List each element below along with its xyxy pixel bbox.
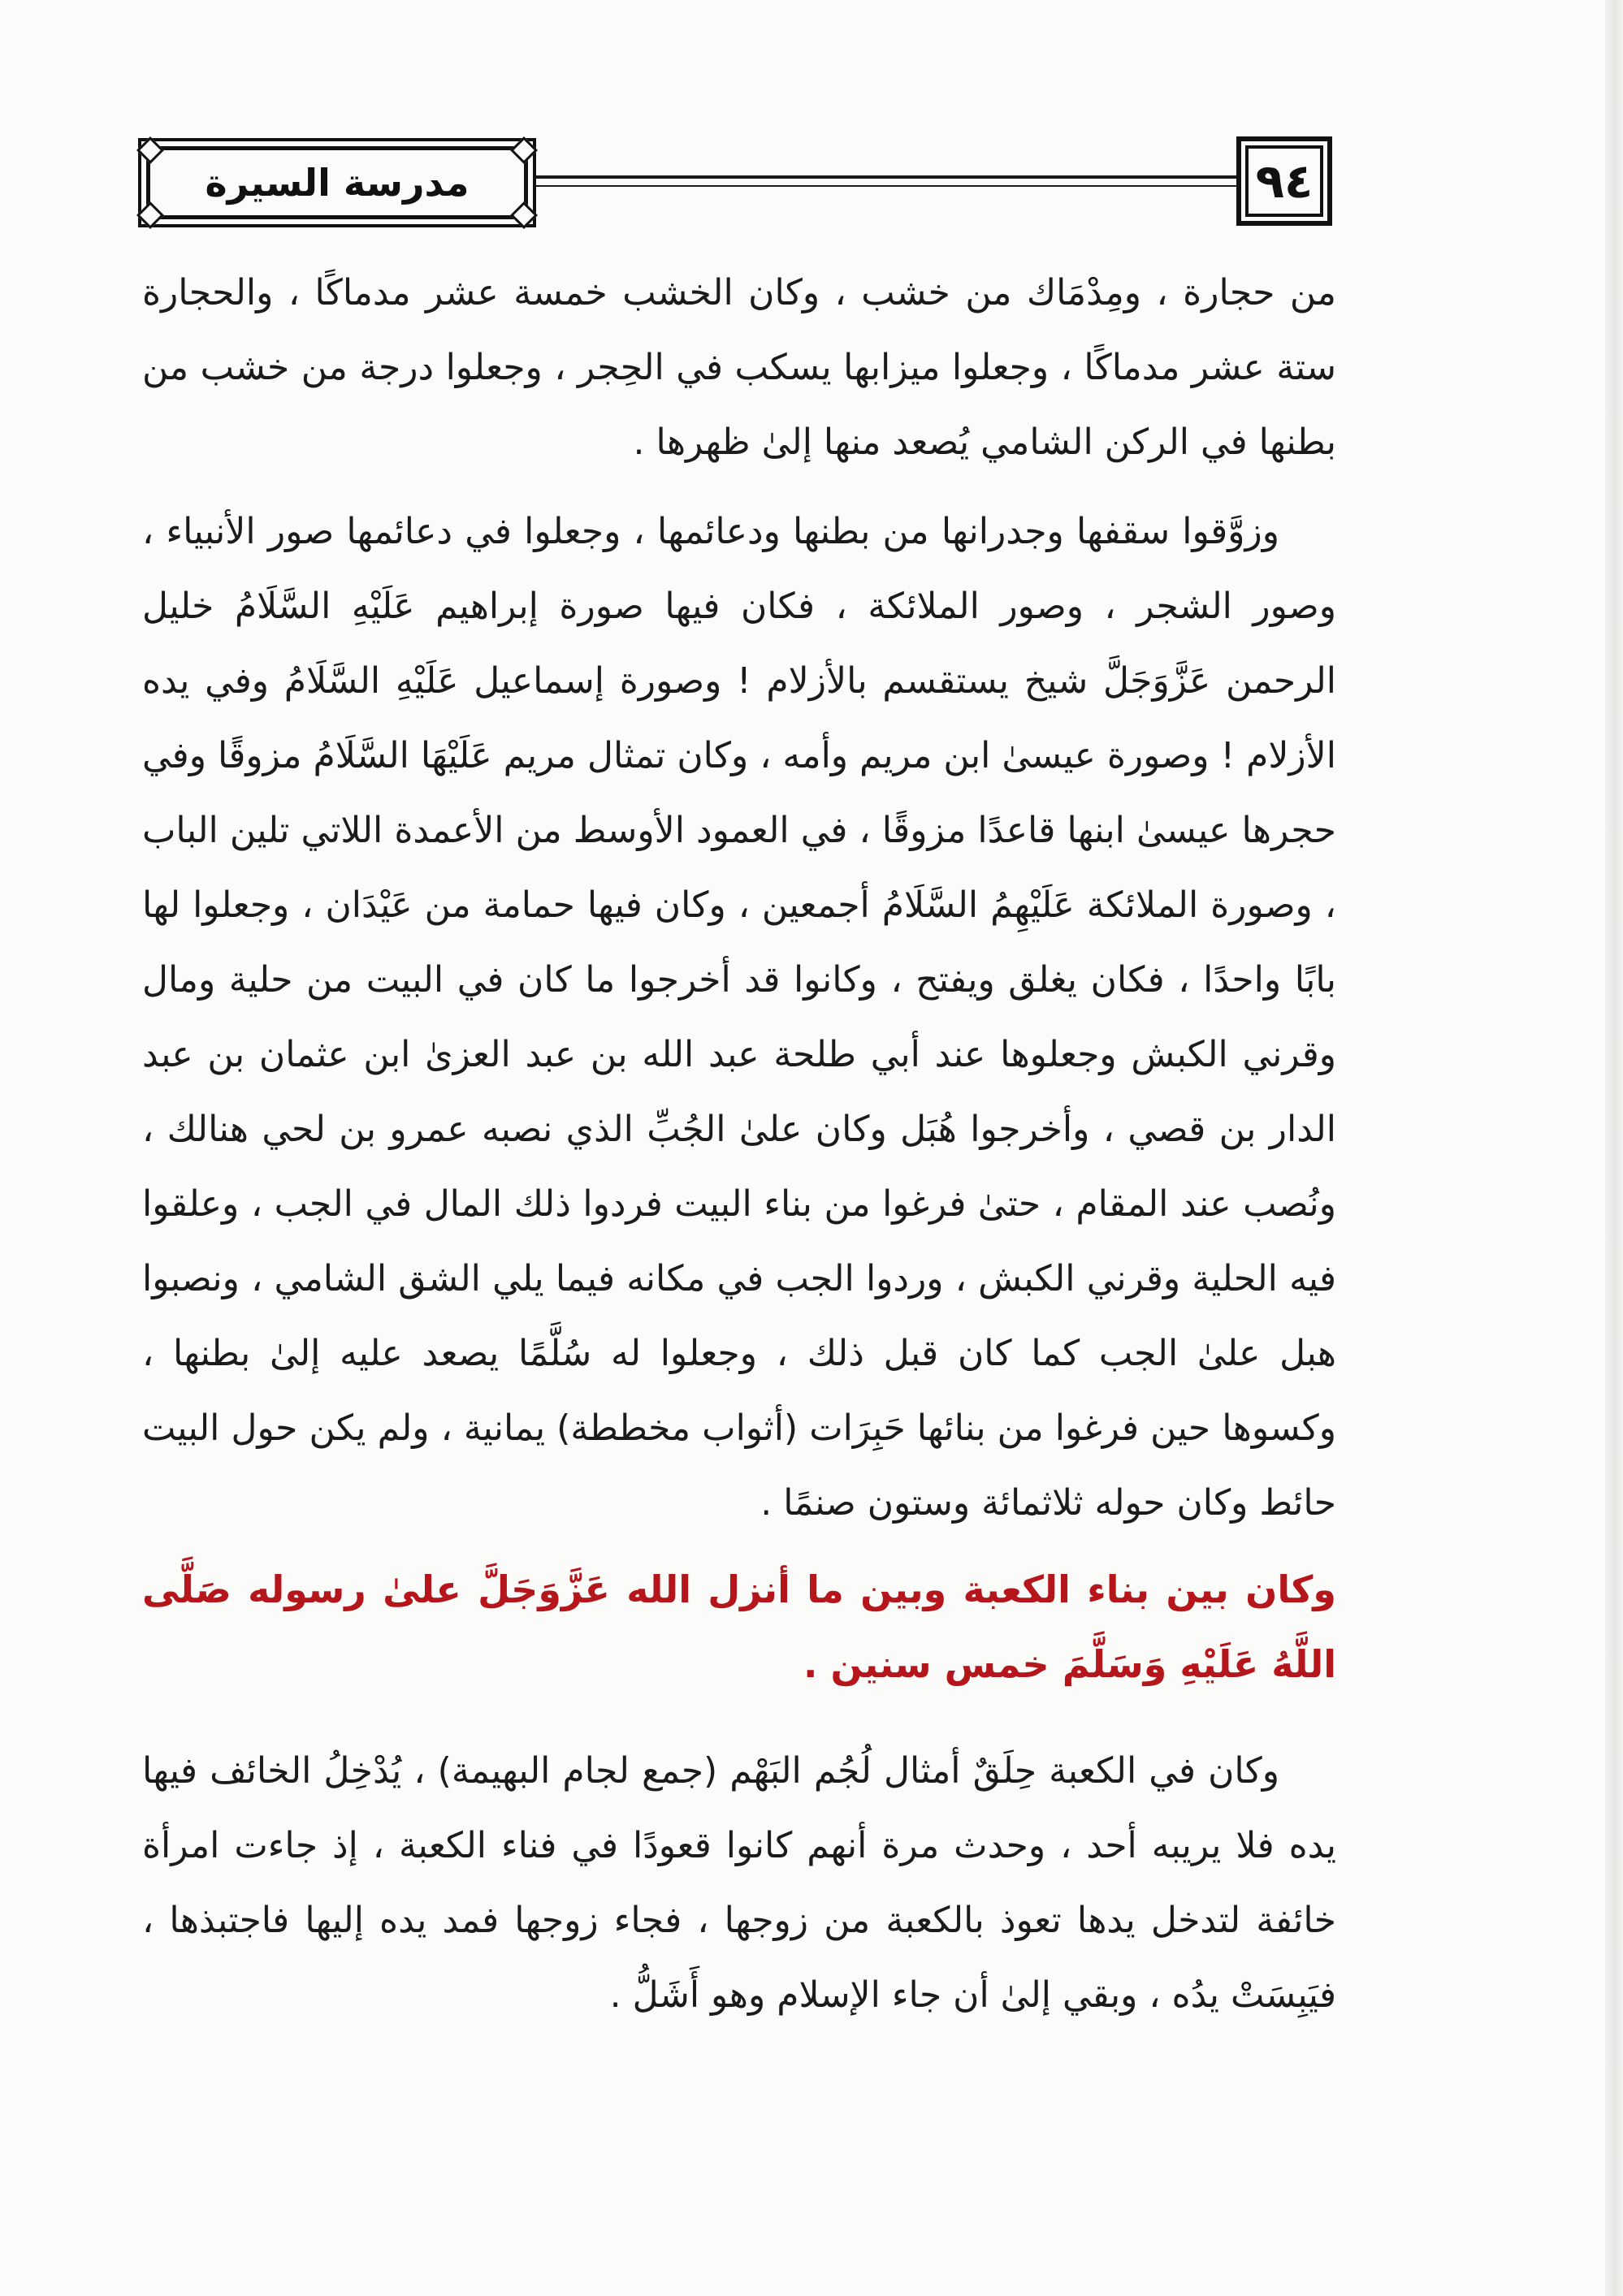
ornament-icon: [510, 201, 538, 229]
ornament-icon: [510, 136, 538, 164]
page-number-frame: [1236, 136, 1332, 226]
page-number: ٩٤: [1255, 153, 1314, 209]
paragraph: من حجارة ، ومِدْمَاك من خشب ، وكان الخشب خمسة عشر مدماكًا ، والحجارة ستة عشر مدماكًا ، وجعلوا ميزابها يسكب في الحِجر ، وجعلوا درجة من خشب من بطنها في الركن الشامي يُصعد منها إلىٰ ظهرها .: [142, 272, 1336, 463]
ornament-icon: [136, 136, 164, 164]
page-header: [146, 122, 1332, 240]
page-body: [142, 256, 1336, 2033]
highlighted-statement: وكان بين بناء الكعبة وبين ما أنزل الله عَزَّوَجَلَّ علىٰ رسوله صَلَّى اللَّهُ عَلَيْهِ وَسَلَّمَ خمس سنين .: [142, 1567, 1336, 1686]
ornament-icon: [136, 201, 164, 229]
running-title-frame: [146, 146, 528, 219]
paragraph: وزوَّقوا سقفها وجدرانها من بطنها ودعائمها ، وجعلوا في دعائمها صور الأنبياء ، وصور الشجر ، وصور الملائكة ، فكان فيها صورة إبراهيم عَلَيْهِ السَّلَامُ خليل الرحمن عَزَّوَجَلَّ شيخ يستقسم بالأزلام ! وصورة إسماعيل عَلَيْهِ السَّلَامُ وفي يده الأزلام ! وصورة عيسىٰ ابن مريم وأمه ، وكان تمثال مريم عَلَيْهَا السَّلَامُ مزوقًا وفي حجرها عيسىٰ ابنها قاعدًا مزوقًا ، في العمود الأوسط من الأعمدة اللاتي تلين الباب ، وصورة الملائكة عَلَيْهِمُ السَّلَامُ أجمعين ، وكان فيها حمامة من عَيْدَان ، وجعلوا لها بابًا واحدًا ، فكان يغلق ويفتح ، وكانوا قد أخرجوا ما كان في البيت من حلية ومال وقرني الكبش وجعلوها عند أبي طلحة عبد الله بن عبد العزىٰ ابن عثمان بن عبد الدار بن قصي ، وأخرجوا هُبَل وكان علىٰ الجُبِّ الذي نصبه عمرو بن لحي هنالك ، ونُصب عند المقام ، حتىٰ فرغوا من بناء البيت فردوا ذلك المال في الجب ، وعلقوا فيه الحلية وقرني الكبش ، وردوا الجب في مكانه فيما يلي الشق الشامي ، ونصبوا هبل علىٰ الجب كما كان قبل ذلك ، وجعلوا له سُلَّمًا يصعد عليه إلىٰ بطنها ، وكسوها حين فرغوا من بنائها حَبِرَات (أثواب مخططة) يمانية ، ولم يكن حول البيت حائط وكان حوله ثلاثمائة وستون صنمًا .: [142, 511, 1336, 1524]
running-title: مدرسة السيرة: [205, 161, 470, 205]
paragraph: وكان في الكعبة حِلَقٌ أمثال لُجُم البَهْم (جمع لجام البهيمة) ، يُدْخِلُ الخائف فيها يده فلا يريبه أحد ، وحدث مرة أنهم كانوا قعودًا في فناء الكعبة ، إذ جاءت امرأة خائفة لتدخل يدها تعوذ بالكعبة من زوجها ، فجاء زوجها فمد يده إليها فاجتبذها ، فيَبِسَتْ يدُه ، وبقي إلىٰ أن جاء الإسلام وهو أَشَلُّ .: [142, 1750, 1336, 2016]
page-edge: [1605, 0, 1623, 2296]
